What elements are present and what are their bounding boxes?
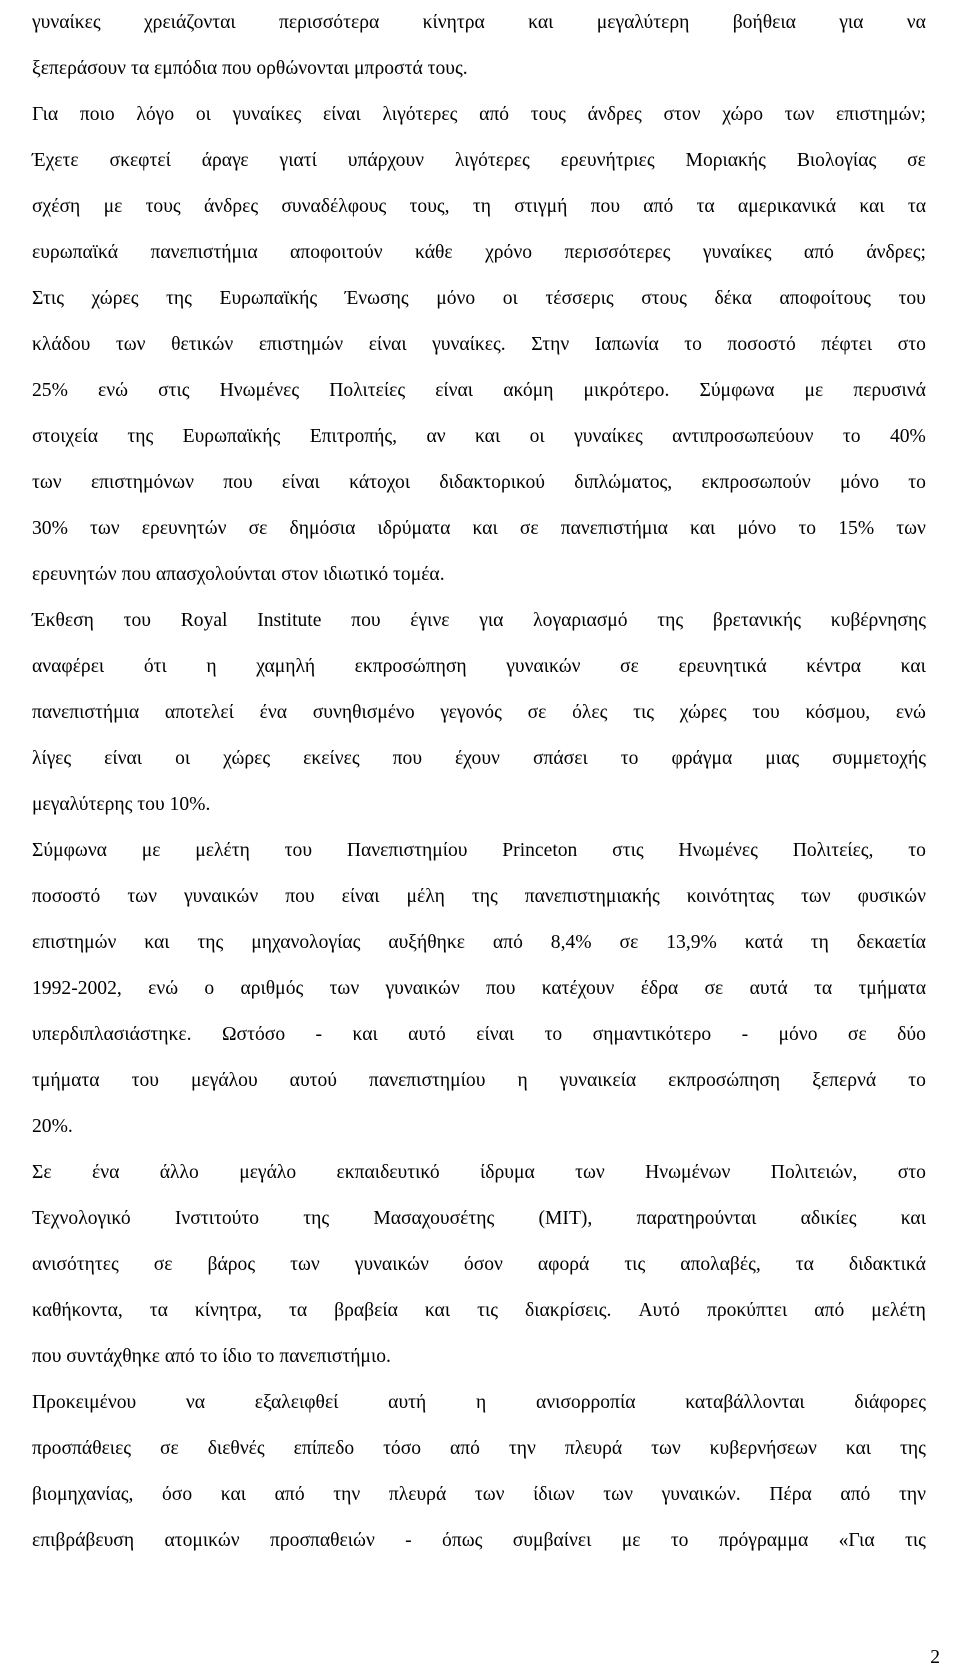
text-line: 1992-2002, ενώ ο αριθμός των γυναικών που κατέχουν έδρα σε αυτά τα τμήματα [32, 978, 926, 999]
text-line: 25% ενώ στις Ηνωμένες Πολιτείες είναι ακόμη μικρότερο. Σύμφωνα με περυσινά [32, 380, 926, 401]
text-line: ευρωπαϊκά πανεπιστήμια αποφοιτούν κάθε χρόνο περισσότερες γυναίκες από άνδρες; [32, 242, 926, 263]
text-line: ανισότητες σε βάρος των γυναικών όσον αφορά τις απολαβές, τα διδακτικά [32, 1254, 926, 1275]
text-line: γυναίκες χρειάζονται περισσότερα κίνητρα και μεγαλύτερη βοήθεια για να [32, 12, 926, 33]
text-line: Για ποιο λόγο οι γυναίκες είναι λιγότερες από τους άνδρες στον χώρο των επιστημών; [32, 104, 926, 125]
text-line: πανεπιστήμια αποτελεί ένα συνηθισμένο γεγονός σε όλες τις χώρες του κόσμου, ενώ [32, 702, 926, 723]
text-line: Σε ένα άλλο μεγάλο εκπαιδευτικό ίδρυμα των Ηνωμένων Πολιτειών, στο [32, 1162, 926, 1183]
text-line: προσπάθειες σε διεθνές επίπεδο τόσο από την πλευρά των κυβερνήσεων και της [32, 1438, 926, 1459]
paragraph [32, 1150, 926, 1380]
page-number: 2 [930, 1647, 940, 1668]
text-line: στοιχεία της Ευρωπαϊκής Επιτροπής, αν και οι γυναίκες αντιπροσωπεύουν το 40% [32, 426, 926, 447]
text-line: των επιστημόνων που είναι κάτοχοι διδακτορικού διπλώματος, εκπροσωπούν μόνο το [32, 472, 926, 493]
text-line: Προκειμένου να εξαλειφθεί αυτή η ανισορροπία καταβάλλονται διάφορες [32, 1392, 926, 1413]
paragraph [32, 92, 926, 598]
text-line: κλάδου των θετικών επιστημών είναι γυναίκες. Στην Ιαπωνία το ποσοστό πέφτει στο [32, 334, 926, 355]
paragraph [32, 828, 926, 1150]
text-line: 30% των ερευνητών σε δημόσια ιδρύματα και σε πανεπιστήμια και μόνο το 15% των [32, 518, 926, 539]
text-line: αναφέρει ότι η χαμηλή εκπροσώπηση γυναικών σε ερευνητικά κέντρα και [32, 656, 926, 677]
text-line: υπερδιπλασιάστηκε. Ωστόσο - και αυτό είναι το σημαντικότερο - μόνο σε δύο [32, 1024, 926, 1045]
paragraph [32, 0, 926, 92]
text-line: τμήματα του μεγάλου αυτού πανεπιστημίου η γυναικεία εκπροσώπηση ξεπερνά το [32, 1070, 926, 1091]
text-line: Σύμφωνα με μελέτη του Πανεπιστημίου Princeton στις Ηνωμένες Πολιτείες, το [32, 840, 926, 861]
text-line: μεγαλύτερης του 10%. [32, 794, 211, 815]
text-line: Έχετε σκεφτεί άραγε γιατί υπάρχουν λιγότερες ερευνήτριες Μοριακής Βιολογίας σε [32, 150, 926, 171]
text-line: ξεπεράσουν τα εμπόδια που ορθώνονται μπροστά τους. [32, 58, 468, 79]
text-line: επιστημών και της μηχανολογίας αυξήθηκε από 8,4% σε 13,9% κατά τη δεκαετία [32, 932, 926, 953]
text-line: σχέση με τους άνδρες συναδέλφους τους, τη στιγμή που από τα αμερικανικά και τα [32, 196, 926, 217]
paragraph [32, 1380, 926, 1564]
text-line: ποσοστό των γυναικών που είναι μέλη της πανεπιστημιακής κοινότητας των φυσικών [32, 886, 926, 907]
text-line: επιβράβευση ατομικών προσπαθειών - όπως συμβαίνει με το πρόγραμμα «Για τις [32, 1530, 926, 1551]
text-line: καθήκοντα, τα κίνητρα, τα βραβεία και τις διακρίσεις. Αυτό προκύπτει από μελέτη [32, 1300, 926, 1321]
document-page [32, 0, 926, 1564]
text-line: Στις χώρες της Ευρωπαϊκής Ένωσης μόνο οι τέσσερις στους δέκα αποφοίτους του [32, 288, 926, 309]
text-line: 20%. [32, 1116, 73, 1137]
paragraph [32, 598, 926, 828]
text-line: που συντάχθηκε από το ίδιο το πανεπιστήμιο. [32, 1346, 391, 1367]
text-line: Τεχνολογικό Ινστιτούτο της Μασαχουσέτης (ΜΙΤ), παρατηρούνται αδικίες και [32, 1208, 926, 1229]
text-line: ερευνητών που απασχολούνται στον ιδιωτικό τομέα. [32, 564, 445, 585]
text-line: βιομηχανίας, όσο και από την πλευρά των ίδιων των γυναικών. Πέρα από την [32, 1484, 926, 1505]
text-line: λίγες είναι οι χώρες εκείνες που έχουν σπάσει το φράγμα μιας συμμετοχής [32, 748, 926, 769]
text-line: Έκθεση του Royal Institute που έγινε για λογαριασμό της βρετανικής κυβέρνησης [32, 610, 926, 631]
